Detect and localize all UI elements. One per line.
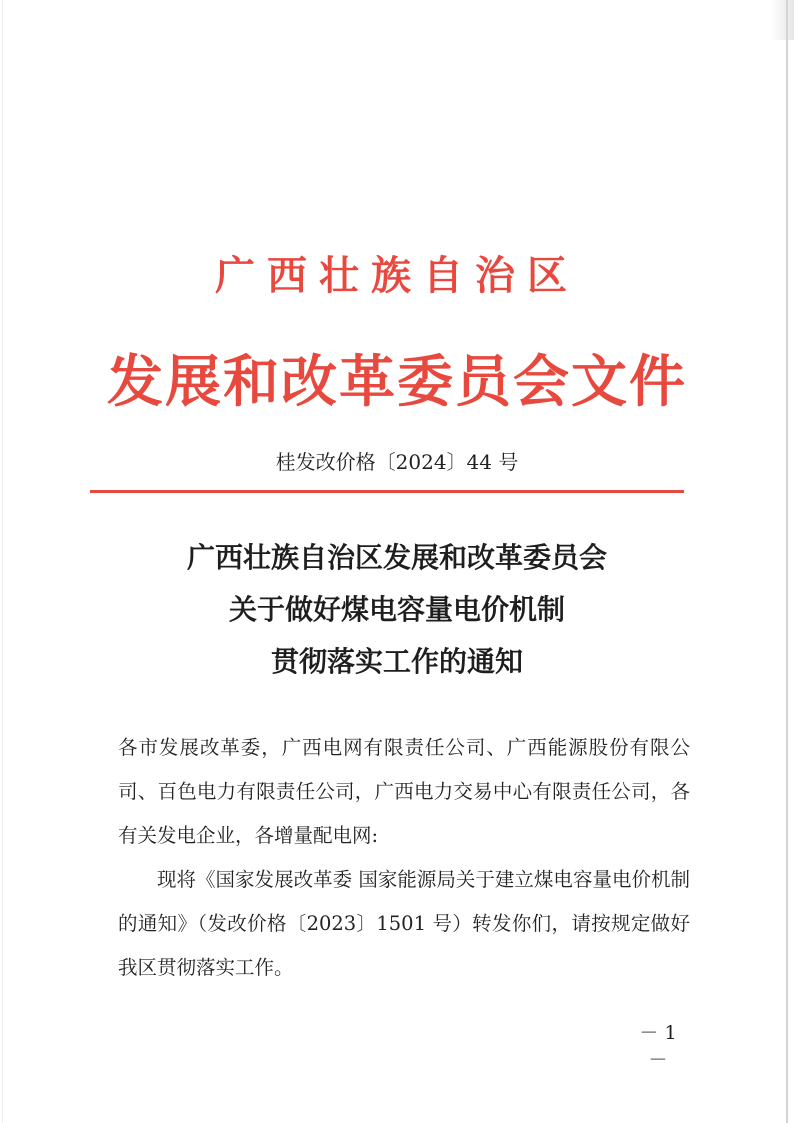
body-paragraph: 现将《国家发展改革委 国家能源局关于建立煤电容量电价机制的通知》（发改价格〔2023〕1501 号）转发你们，请按规定做好我区贯彻落实工作。 (118, 868, 690, 979)
title-line-2: 关于做好煤电容量电价机制 (228, 593, 565, 626)
page-number: － 1 － (639, 1022, 677, 1071)
document-body (118, 726, 690, 990)
addressees-paragraph: 各市发展改革委，广西电网有限责任公司、广西能源股份有限公司、百色电力有限责任公司，广西电力交易中心有限责任公司，各有关发电企业，各增量配电网: (118, 736, 690, 847)
issuer-document-heading: 发展和改革委员会文件 (107, 349, 687, 415)
issuer-name: 广西壮族自治区 (215, 252, 579, 299)
document-number: 桂发改价格〔2024〕44 号 (275, 450, 519, 474)
title-line-1: 广西壮族自治区发展和改革委员会 (186, 541, 607, 574)
title-line-3: 贯彻落实工作的通知 (270, 645, 523, 678)
scan-edge-shadow (770, 0, 794, 40)
document-title (0, 532, 794, 688)
red-separator-rule (90, 490, 684, 493)
